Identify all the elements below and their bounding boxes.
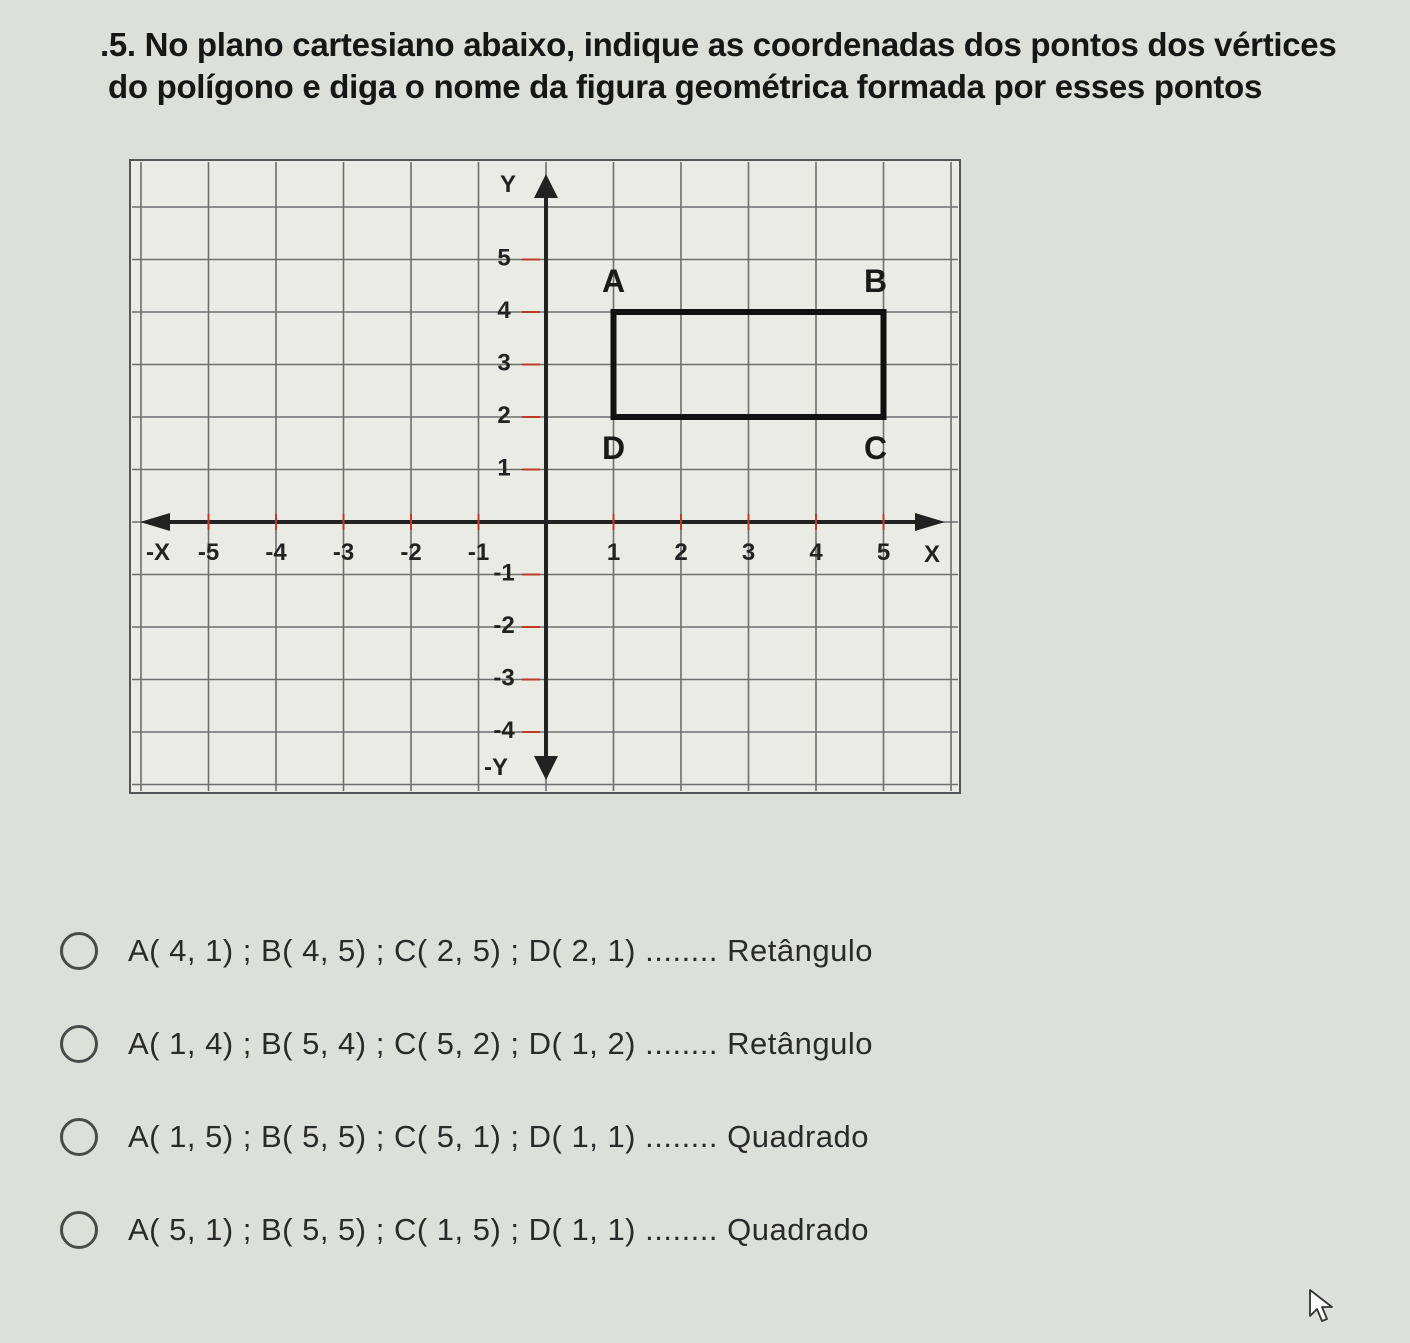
question-text (100, 24, 1360, 108)
option-label: A( 1, 4) ; B( 5, 4) ; C( 5, 2) ; D( 1, 2) ........ Retângulo (128, 1026, 873, 1061)
answer-options (50, 915, 1050, 1287)
y-tick-label: 1 (497, 454, 511, 482)
option-label: A( 1, 5) ; B( 5, 5) ; C( 5, 1) ; D( 1, 1) ........ Quadrado (128, 1119, 870, 1154)
x-tick-label: 1 (606, 539, 621, 566)
question-line-2: do polígono e diga o nome da figura geométrica formada por esses pontos (108, 68, 1263, 105)
y-axis-negative-label: -Y (484, 754, 508, 781)
y-tick-label: 2 (497, 402, 511, 429)
y-tick-label: 5 (497, 244, 511, 272)
y-tick-label: -4 (493, 717, 515, 744)
radio-button[interactable] (60, 1118, 98, 1156)
y-axis-label: Y (499, 171, 517, 198)
vertex-label-c: C (863, 430, 888, 466)
x-tick-label: -4 (265, 539, 287, 566)
x-axis-negative-label: -X (146, 539, 170, 566)
mouse-pointer-icon (1308, 1288, 1338, 1324)
y-tick-label: 4 (497, 297, 511, 324)
x-tick-label: -5 (197, 539, 220, 566)
y-tick-label: -3 (493, 664, 515, 692)
y-tick-label: -1 (493, 559, 515, 587)
cartesian-plane (120, 150, 970, 810)
question-line-1: .5. No plano cartesiano abaixo, indique as coordenadas dos pontos dos vértices (100, 26, 1337, 63)
option-3[interactable] (50, 1101, 1050, 1173)
x-tick-label: 4 (809, 539, 823, 566)
option-label: A( 5, 1) ; B( 5, 5) ; C( 1, 5) ; D( 1, 1) ........ Quadrado (128, 1212, 870, 1247)
radio-button[interactable] (60, 1211, 98, 1249)
y-tick-label: -2 (493, 612, 515, 639)
x-tick-label: -1 (467, 539, 490, 566)
option-label: A( 4, 1) ; B( 4, 5) ; C( 2, 5) ; D( 2, 1) ........ Retângulo (128, 933, 873, 968)
x-tick-label: -3 (332, 539, 355, 566)
radio-button[interactable] (60, 1025, 98, 1063)
x-tick-label: -2 (400, 539, 422, 566)
x-axis-label: X (923, 541, 941, 568)
vertex-label-a: A (601, 263, 626, 299)
option-4[interactable] (50, 1194, 1050, 1266)
option-1[interactable] (50, 915, 1050, 987)
x-tick-label: 2 (674, 539, 688, 566)
option-2[interactable] (50, 1008, 1050, 1080)
vertex-label-d: D (601, 430, 626, 466)
x-tick-label: 3 (741, 539, 756, 566)
vertex-label-b: B (863, 263, 888, 299)
y-tick-label: 3 (497, 349, 511, 377)
x-tick-label: 5 (876, 539, 891, 566)
radio-button[interactable] (60, 932, 98, 970)
